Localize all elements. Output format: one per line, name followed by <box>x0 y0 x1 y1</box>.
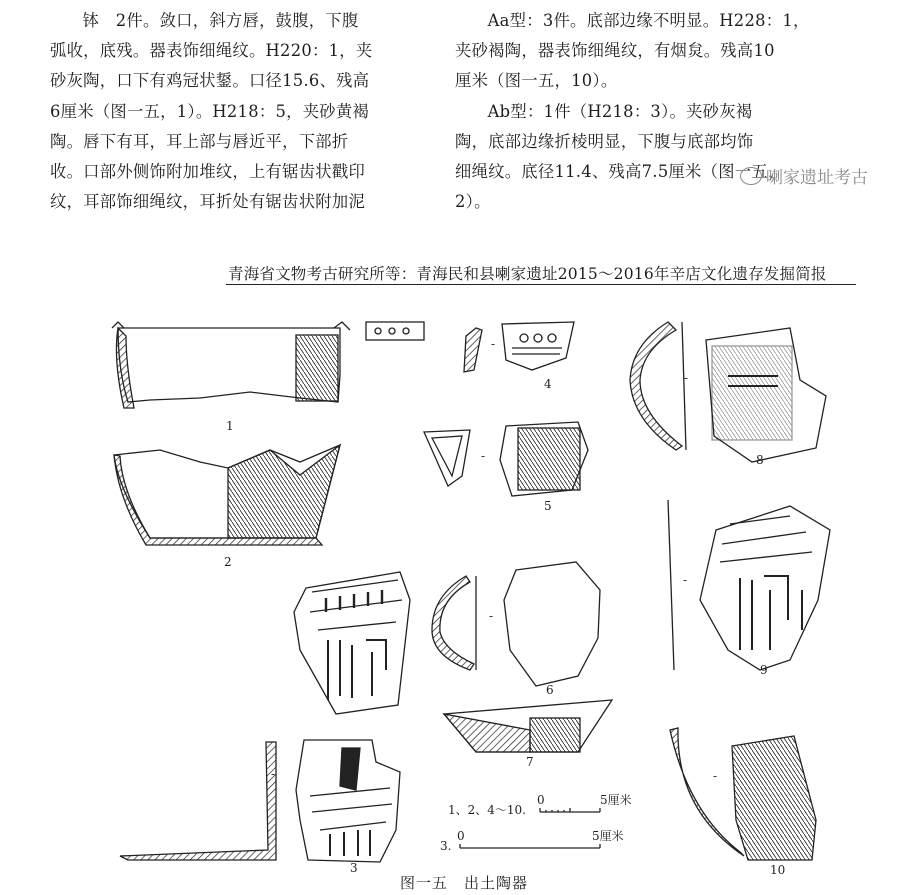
scale-bar-1-end: 5厘米 <box>600 793 632 807</box>
figure-label-6: 6 <box>546 683 554 697</box>
scale-bar-2-start: 0 <box>457 829 465 843</box>
watermark-text: 喇家遗址考古 <box>766 168 868 188</box>
dash-10: - <box>713 769 718 783</box>
pottery-6 <box>432 562 600 686</box>
header-rule <box>226 284 856 285</box>
watermark <box>740 163 868 188</box>
scale-bar-2 <box>460 844 600 848</box>
paragraph-line: 陶。唇下有耳，耳上部与唇近平，下部折 <box>50 131 349 151</box>
running-header: 青海省文物考古研究所等：青海民和县喇家遗址2015～2016年辛店文化遗存发掘简报 <box>228 265 827 283</box>
dash-8: - <box>684 371 689 385</box>
pottery-2 <box>114 445 340 545</box>
pottery-9 <box>668 500 830 670</box>
paragraph-line: 厘米（图一五，10）。 <box>455 71 618 91</box>
scale-bar-2-end: 5厘米 <box>592 829 624 843</box>
paragraph-line: 收。口部外侧饰附加堆纹，上有锯齿状戳印 <box>50 162 366 182</box>
dash-3: - <box>271 767 276 781</box>
dash-6: - <box>489 609 494 623</box>
pottery-4 <box>464 322 574 372</box>
paragraph-line: 纹，耳部饰细绳纹，耳折处有锯齿状附加泥 <box>50 192 366 212</box>
paragraph-line: 砂灰陶，口下有鸡冠状鋬。口径15.6、残高 <box>50 71 370 91</box>
scale-bar-1 <box>540 808 600 812</box>
chat-bubble-icon <box>740 167 762 185</box>
dash-5: - <box>481 449 486 463</box>
paragraph-line: 陶，底部边缘折棱明显，下腹与底部均饰 <box>455 131 754 151</box>
pottery-1 <box>112 322 424 408</box>
figure-label-7: 7 <box>526 755 534 769</box>
dash-4: - <box>491 337 496 351</box>
figure-label-8: 8 <box>756 453 764 467</box>
pottery-7 <box>444 700 612 752</box>
paragraph-line: 细绳纹。底径11.4、残高7.5厘米（图一五， <box>455 162 785 182</box>
figure-label-1: 1 <box>226 419 234 433</box>
figure-label-10: 10 <box>770 863 786 875</box>
paragraph-line: 钵 2件。敛口，斜方唇，鼓腹，下腹 <box>82 11 359 30</box>
paragraph-line: Aa型：3件。底部边缘不明显。H228：1， <box>487 11 810 30</box>
scale-bar-1-start: 0 <box>537 793 545 807</box>
paragraph-line: Ab型：1件（H218：3）。夹砂灰褐 <box>487 101 753 121</box>
paragraph-line: 夹砂褐陶，器表饰细绳纹，有烟炱。残高10 <box>455 41 775 61</box>
body-text-left-column <box>50 6 430 217</box>
figure-label-3: 3 <box>350 861 358 875</box>
pottery-5 <box>424 422 588 496</box>
figure-label-5: 5 <box>544 499 552 513</box>
paragraph-line: 6厘米（图一五，1）。H218：5，夹砂黄褐 <box>50 101 370 121</box>
pottery-8 <box>630 322 826 462</box>
scale-bar-2-label: 3. <box>440 839 452 853</box>
pottery-3-lower <box>120 740 400 862</box>
pottery-3-upper <box>294 572 410 714</box>
figure-label-9: 9 <box>760 663 768 677</box>
dash-9: - <box>683 573 688 587</box>
figure-caption: 图一五 出土陶器 <box>400 874 529 892</box>
pottery-figure <box>0 300 899 875</box>
scale-bar-1-label: 1、2、4～10. <box>448 803 526 817</box>
figure-label-4: 4 <box>544 377 552 391</box>
paragraph-line: 2）。 <box>455 192 491 212</box>
figure-label-2: 2 <box>224 555 232 569</box>
pottery-10 <box>670 728 816 860</box>
paragraph-line: 弧收，底残。器表饰细绳纹。H220：1，夹 <box>50 41 373 61</box>
